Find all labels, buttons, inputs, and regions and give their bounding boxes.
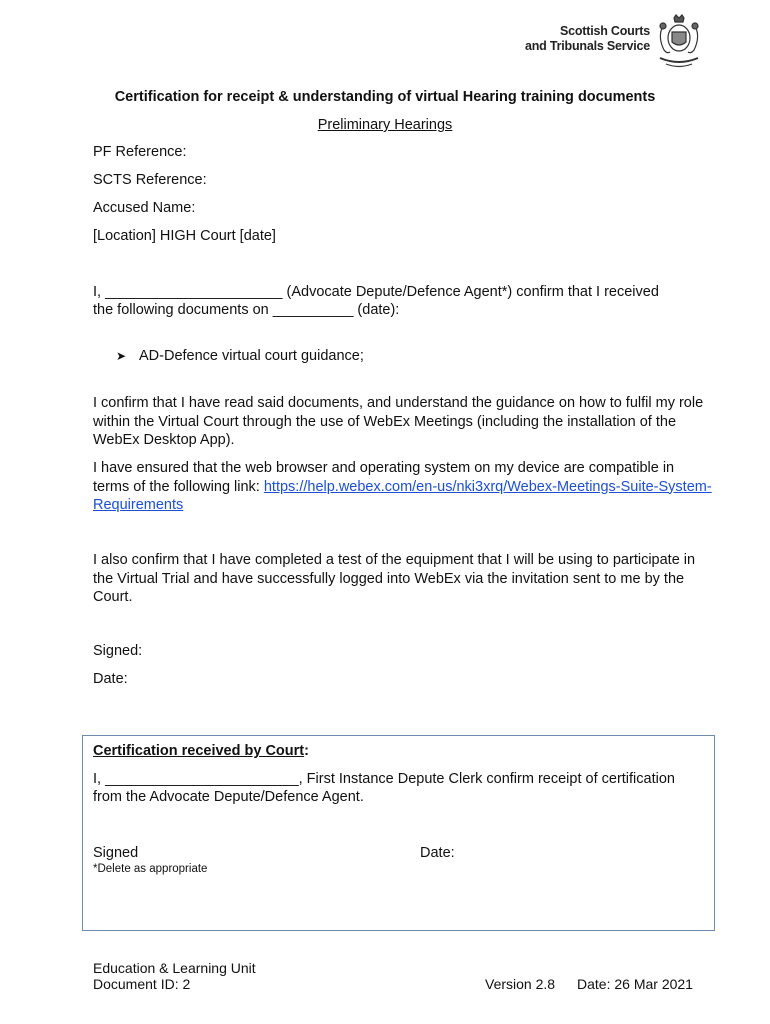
date-label: Date:	[93, 671, 128, 687]
paragraph-read-documents: I confirm that I have read said documents, and understand the guidance on how to fulfil my role within the Virtual Court through the use of WebEx Meetings (including the installation of the WebEx Desktop App).	[93, 395, 704, 448]
confirm-line-1: I, ______________________ (Advocate Depute/Defence Agent*) confirm that I received	[93, 284, 659, 300]
paragraph-equipment-test: I also confirm that I have completed a test of the equipment that I will be using to participate in the Virtual Trial and have successfully logged into WebEx via the invitation sent to me by the Court.	[93, 552, 696, 605]
bullet-item: AD-Defence virtual court guidance;	[139, 348, 364, 364]
arrow-bullet-icon: ➤	[116, 349, 127, 363]
webex-requirements-link[interactable]: https://help.webex.com/en-us/nki3xrq/Webex-Meetings-Suite-System-Requirements	[93, 478, 712, 513]
delete-as-appropriate-note: *Delete as appropriate	[93, 863, 208, 875]
document-subtitle: Preliminary Hearings	[317, 117, 453, 133]
court-date-label: Date:	[420, 845, 455, 861]
accused-name-field: Accused Name:	[93, 200, 196, 216]
court-confirm-line-1: I, ________________________, First Instance Depute Clerk confirm receipt of certification	[93, 771, 675, 787]
court-box-heading-text: Certification received by Court	[93, 743, 305, 759]
court-certification-box	[82, 735, 715, 931]
court-box-heading	[93, 743, 309, 759]
scts-reference-field: SCTS Reference:	[93, 172, 207, 188]
court-confirm-line-2: from the Advocate Depute/Defence Agent.	[93, 789, 364, 805]
court-box-heading-colon: :	[304, 743, 309, 759]
document-title: Certification for receipt & understanding of virtual Hearing training documents	[114, 89, 656, 105]
scts-logo	[524, 14, 704, 70]
footer-document-id: Document ID: 2	[93, 976, 191, 992]
logo-text	[524, 24, 650, 54]
pf-reference-field: PF Reference:	[93, 144, 187, 160]
confirm-line-2: the following documents on __________ (date):	[93, 302, 400, 318]
signed-label: Signed:	[93, 643, 143, 659]
logo-text-line2: and Tribunals Service	[524, 39, 650, 53]
location-court-field: [Location] HIGH Court [date]	[93, 228, 276, 244]
footer-version: Version 2.8	[485, 976, 556, 992]
paragraph-compatibility	[93, 459, 713, 515]
logo-text-line1: Scottish Courts	[559, 24, 650, 38]
royal-crest-icon	[654, 14, 704, 70]
court-signed-label: Signed	[93, 845, 139, 861]
footer-unit: Education & Learning Unit	[93, 960, 256, 976]
compatibility-text: I have ensured that the web browser and operating system on my device are compatible in terms of the following link:	[93, 460, 675, 495]
footer-date: Date: 26 Mar 2021	[577, 976, 693, 992]
